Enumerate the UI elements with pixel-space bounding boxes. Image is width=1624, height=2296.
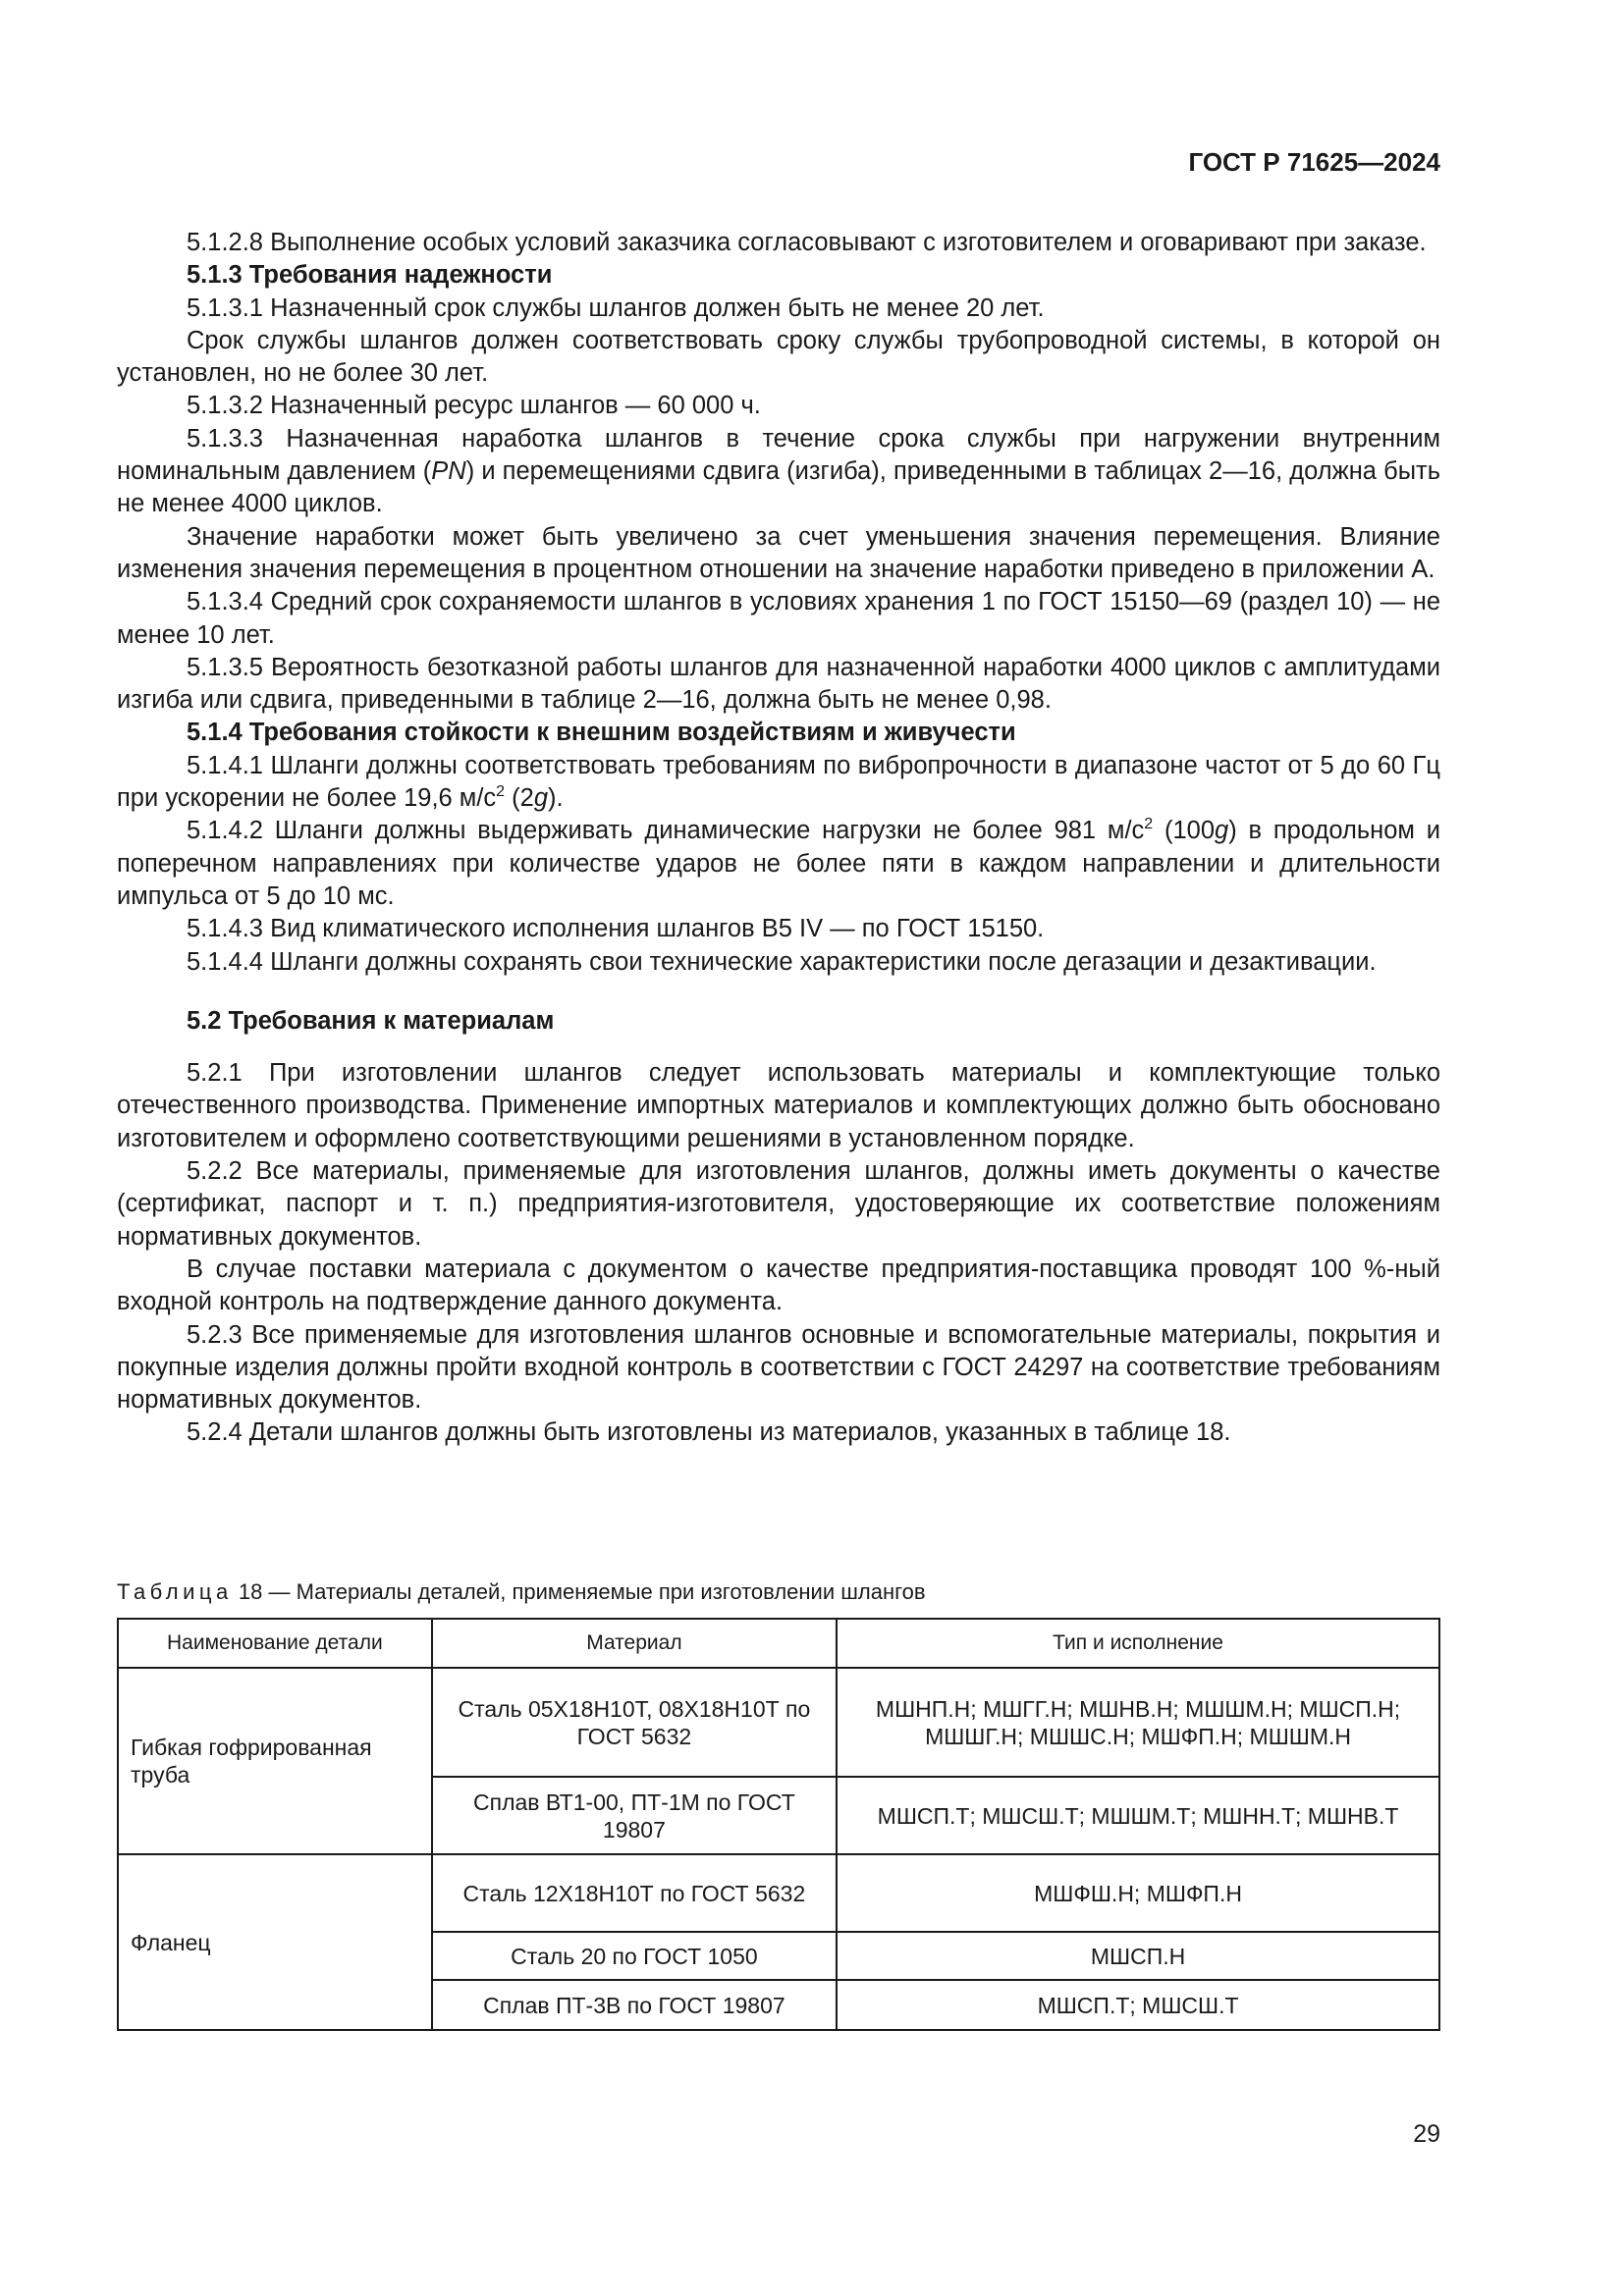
superscript: 2: [1144, 816, 1154, 833]
paragraph-5-2-3: 5.2.3 Все применяемые для изготовления шлангов основные и вспомогательные материалы, покрытия и покупные изделия должны пройти входной контроль в соответствии с ГОСТ 24297 на соответствие требованиям нормативных документов.: [117, 1320, 1440, 1415]
column-header: Наименование детали: [118, 1619, 432, 1668]
text-fragment: 5.1.4.2 Шланги должны выдерживать динамические нагрузки не более 981 м/с: [187, 817, 1145, 845]
paragraph-5-1-2-8: 5.1.2.8 Выполнение особых условий заказчика согласовывают с изготовителем и оговаривают при заказе.: [187, 229, 1427, 256]
paragraph-5-1-4-1: [117, 750, 1440, 816]
materials-table: [117, 1618, 1440, 2031]
italic-fragment: PN: [431, 457, 466, 486]
table-cell-detail: Фланец: [118, 1854, 432, 2030]
text-fragment: (2: [505, 784, 534, 813]
paragraph-5-1-4-3: 5.1.4.3 Вид климатического исполнения шлангов В5 IV — по ГОСТ 15150.: [187, 915, 1045, 943]
paragraph-5-1-3-3: [117, 423, 1440, 521]
text-fragment: (100: [1153, 817, 1216, 845]
italic-fragment: g: [533, 784, 549, 813]
column-header: Тип и исполнение: [837, 1619, 1439, 1668]
heading-5-1-4: 5.1.4 Требования стойкости к внешним воздействиям и живучести: [187, 719, 1016, 747]
body-text: [117, 227, 1440, 1450]
page-number: 29: [1413, 2120, 1440, 2148]
table-cell-material: Сталь 12Х18Н10Т по ГОСТ 5632: [432, 1854, 837, 1932]
superscript: 2: [496, 783, 506, 801]
table-cell-detail: Гибкая гофрированная труба: [118, 1668, 432, 1854]
table-cell-material: Сталь 20 по ГОСТ 1050: [432, 1932, 837, 1980]
table-cell-type: МШНП.Н; МШГГ.Н; МШНВ.Н; МШШМ.Н; МШСП.Н; МШШГ.Н; МШШС.Н; МШФП.Н; МШШМ.Н: [837, 1668, 1439, 1777]
paragraph-service-life: Срок службы шлангов должен соответствовать сроку службы трубопроводной системы, в которой он установлен, но не более 30 лет.: [117, 326, 1440, 388]
table-cell-material: Сталь 05Х18Н10Т, 08Х18Н10Т по ГОСТ 5632: [432, 1668, 837, 1777]
text-fragment: ) и перемещениями сдвига (изгиба), приведенными в таблицах 2—16, должна быть не менее 4000 циклов.: [117, 457, 1440, 518]
table-caption-label: Таблица: [117, 1579, 233, 1604]
paragraph-5-2-1: 5.2.1 При изготовлении шлангов следует использовать материалы и комплектующие только отечественного производства. Применение импортных материалов и комплектующих должно быть обосновано изготовителем и оформлено соответствующими решениями в установленном порядке.: [117, 1059, 1440, 1152]
table-cell-type: МШСП.Т; МШСШ.Т: [837, 1980, 1439, 2030]
heading-5-1-3: 5.1.3 Требования надежности: [187, 261, 553, 290]
paragraph-5-1-3-2: 5.1.3.2 Назначенный ресурс шлангов — 60 000 ч.: [187, 392, 761, 420]
paragraph-5-2-4: 5.2.4 Детали шлангов должны быть изготовлены из материалов, указанных в таблице 18.: [187, 1418, 1231, 1447]
paragraph-5-2-2: 5.2.2 Все материалы, применяемые для изготовления шлангов, должны иметь документы о качестве (сертификат, паспорт и т. п.) предприятия-изготовителя, удостоверяющие их соответствие положениям нормативных документов.: [117, 1157, 1440, 1251]
paragraph-5-1-3-5: 5.1.3.5 Вероятность безотказной работы шлангов для назначенной наработки 4000 циклов с амплитудами изгиба или сдвига, приведенными в таблице 2—16, должна быть не менее 0,98.: [117, 653, 1440, 715]
text-fragment: ) в продольном и поперечном направлениях при количестве ударов не более пяти в каждом направлении и длительности импульса от 5 до 10 мс.: [117, 817, 1440, 910]
table-cell-type: МШСП.Н: [837, 1932, 1439, 1980]
heading-5-2: 5.2 Требования к материалам: [187, 1006, 555, 1035]
document-header: ГОСТ Р 71625—2024: [1188, 147, 1440, 177]
column-header: Материал: [432, 1619, 837, 1668]
paragraph-5-1-4-4: 5.1.4.4 Шланги должны сохранять свои технические характеристики после дегазации и дезактивации.: [187, 947, 1377, 976]
table-cell-type: МШСП.Т; МШСШ.Т; МШШМ.Т; МШНН.Т; МШНВ.Т: [837, 1777, 1439, 1854]
table-cell-type: МШФШ.Н; МШФП.Н: [837, 1854, 1439, 1932]
table-header-row: [118, 1619, 1439, 1668]
text-fragment: ).: [548, 784, 564, 813]
table-caption-text: 18 — Материалы деталей, применяемые при изготовлении шлангов: [238, 1579, 926, 1604]
paragraph-supplier-quality: В случае поставки материала с документом о качестве предприятия-поставщика проводят 100 %-ный входной контроль на подтверждение данного документа.: [117, 1255, 1440, 1316]
paragraph-5-1-3-1: 5.1.3.1 Назначенный срок службы шлангов должен быть не менее 20 лет.: [187, 294, 1045, 322]
text-fragment: 5.1.4.1 Шланги должны соответствовать требованиям по вибропрочности в диапазоне частот от 5 до 60 Гц при ускорении не более 19,6 м/с: [117, 751, 1440, 813]
paragraph-5-1-4-2: [117, 815, 1440, 913]
table-row: [118, 1668, 1439, 1777]
table-row: [118, 1854, 1439, 1932]
table-caption: [117, 1579, 926, 1605]
italic-fragment: g: [1215, 817, 1229, 845]
paragraph-5-1-3-4: 5.1.3.4 Средний срок сохраняемости шлангов в условиях хранения 1 по ГОСТ 15150—69 (раздел 10) — не менее 10 лет.: [117, 588, 1440, 649]
table-cell-material: Сплав ПТ-3В по ГОСТ 19807: [432, 1980, 837, 2030]
text-fragment: 5.1.3.3 Назначенная наработка шлангов в течение срока службы при нагружении внутренним номинальным давлением (: [117, 424, 1440, 486]
table-cell-material: Сплав ВТ1-00, ПТ-1М по ГОСТ 19807: [432, 1777, 837, 1854]
paragraph-operating-value: Значение наработки может быть увеличено за счет уменьшения значения перемещения. Влияние изменения значения перемещения в процентном отношении на значение наработки приведено в приложении А.: [117, 522, 1440, 583]
